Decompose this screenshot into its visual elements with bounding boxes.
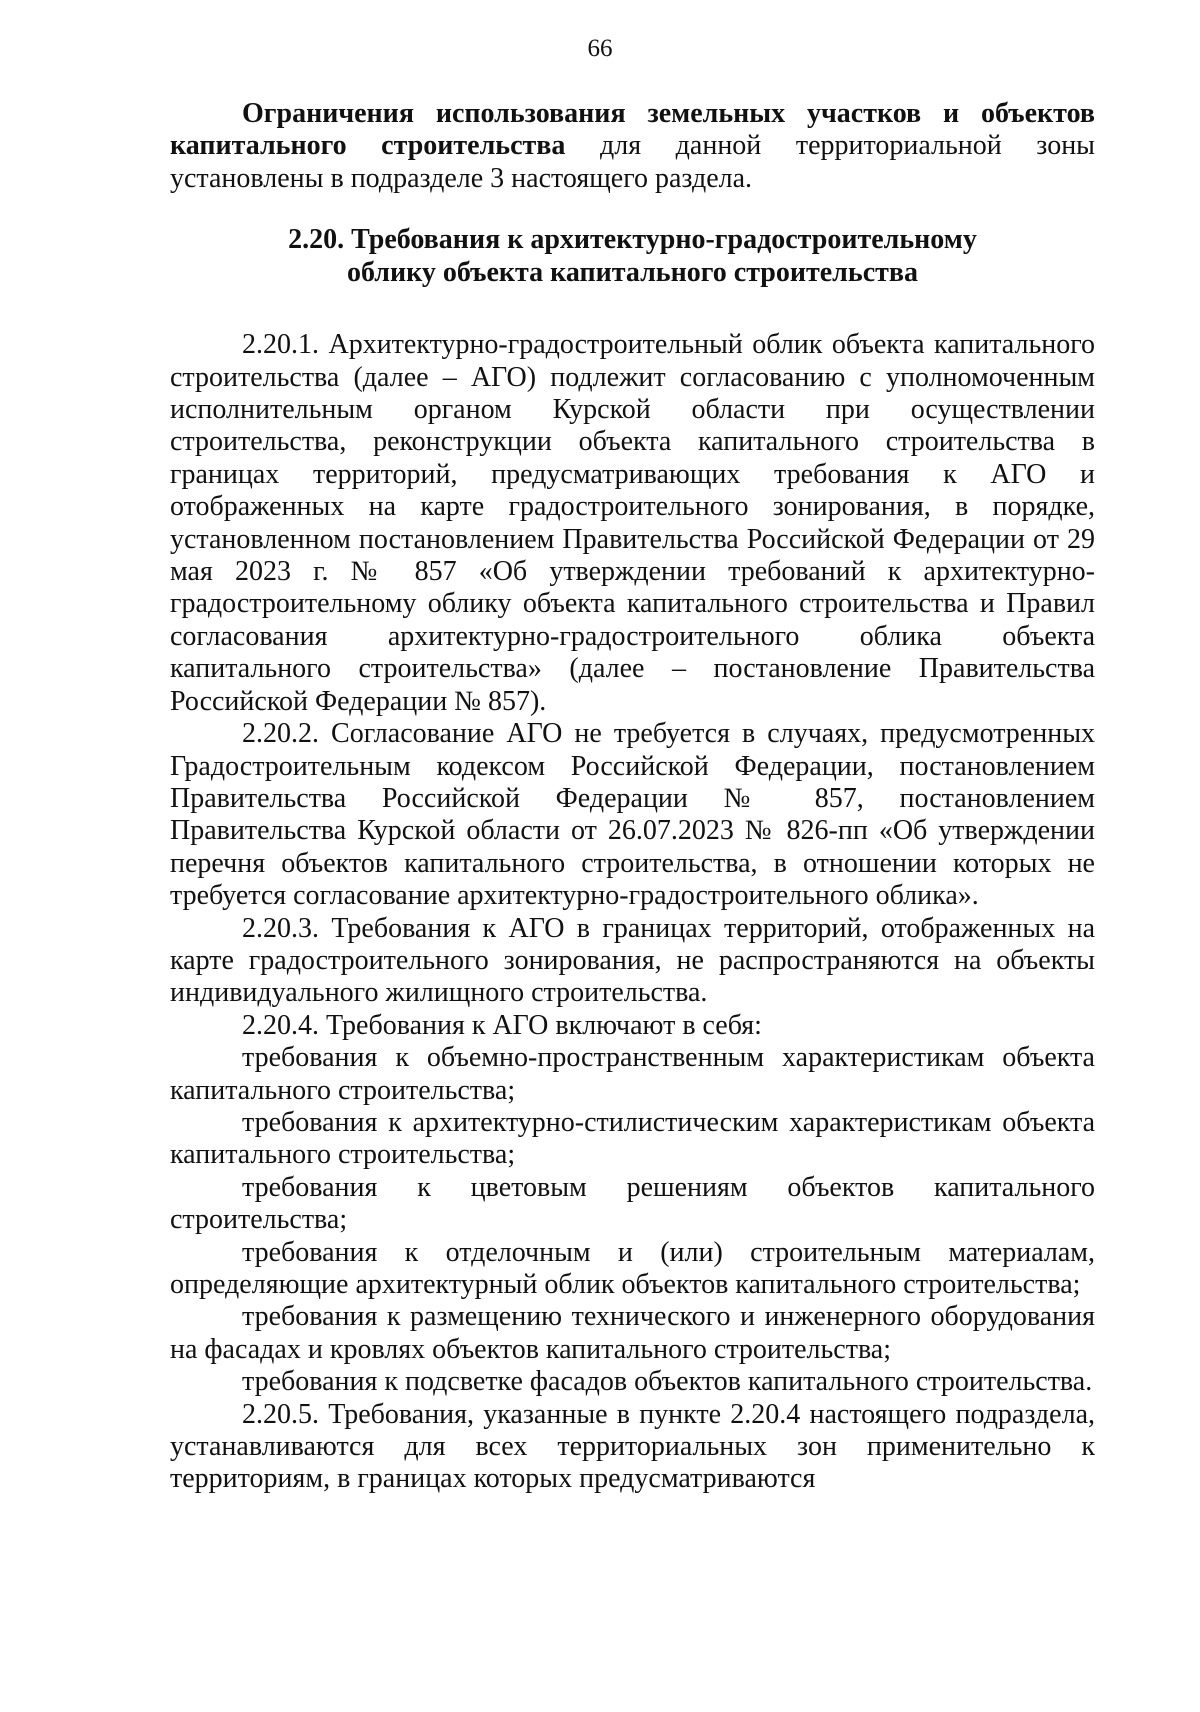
paragraph-2-20-3: 2.20.3. Требования к АГО в границах территорий, отображенных на карте градостроительного зонирования, не распространяются на объекты индивидуального жилищного строительства. — [170, 912, 1095, 1009]
page-number: 66 — [587, 35, 613, 62]
paragraph-2-20-5: 2.20.5. Требования, указанные в пункте 2.20.4 настоящего подраздела, устанавливаются для всех территориальных зон применительно к территориям, в границах которых предусматриваются — [170, 1398, 1095, 1495]
intro-paragraph — [170, 98, 1095, 195]
requirement-item-5: требования к размещению технического и инженерного оборудования на фасадах и кровлях объектов капитального строительства; — [170, 1301, 1095, 1365]
section-heading-line-2: облику объекта капитального строительства — [346, 257, 918, 289]
requirement-item-1: требования к объемно-пространственным характеристикам объекта капитального строительства; — [170, 1042, 1095, 1106]
paragraph-2-20-4: 2.20.4. Требования к АГО включают в себя: — [242, 1009, 762, 1041]
intro-bold-text: Ограничения использования земельных участков и объектов капитального строительства — [170, 98, 1095, 162]
requirement-item-2: требования к архитектурно-стилистическим характеристикам объекта капитального строительства; — [170, 1106, 1095, 1171]
requirement-item-6: требования к подсветке фасадов объектов капитального строительства. — [242, 1366, 1093, 1398]
requirement-item-3: требования к цветовым решениям объектов капитального строительства; — [170, 1171, 1095, 1236]
intro-rest-text: для данной территориальной зоны установлены в подразделе 3 настоящего раздела. — [170, 130, 1095, 194]
requirement-item-4: требования к отделочным и (или) строительным материалам, определяющие архитектурный облик объектов капитального строительства; — [170, 1236, 1095, 1300]
document-body — [170, 98, 1095, 1496]
paragraph-2-20-1: 2.20.1. Архитектурно-градостроительный облик объекта капитального строительства (далее – АГО) подлежит согласованию с уполномоченным исполнительным органом Курской области при осуществлении строительства, реконструкции объекта капитального строительства в границах территорий, предусматривающих требования к АГО и отображенных на карте градостроительного зонирования, в порядке, установленном постановлением Правительства Российской Федерации от 29 мая 2023 г. № 857 «Об утверждении требований к архитектурно-градостроительному облику объекта капитального строительства и Правил согласования архитектурно-градостроительного облика объекта капитального строительства» (далее – постановление Правительства Российской Федерации № 857). — [170, 329, 1095, 717]
section-heading-line-1: 2.20. Требования к архитектурно-градостроительному — [288, 224, 977, 256]
paragraph-2-20-2: 2.20.2. Согласование АГО не требуется в случаях, предусмотренных Градостроительным кодексом Российской Федерации, постановлением Правительства Российской Федерации № 857, постановлением Правительства Курской области от 26.07.2023 № 826-пп «Об утверждении перечня объектов капитального строительства, в отношении которых не требуется согласование архитектурно-градостроительного облика». — [170, 718, 1095, 912]
section-heading — [170, 223, 1095, 289]
